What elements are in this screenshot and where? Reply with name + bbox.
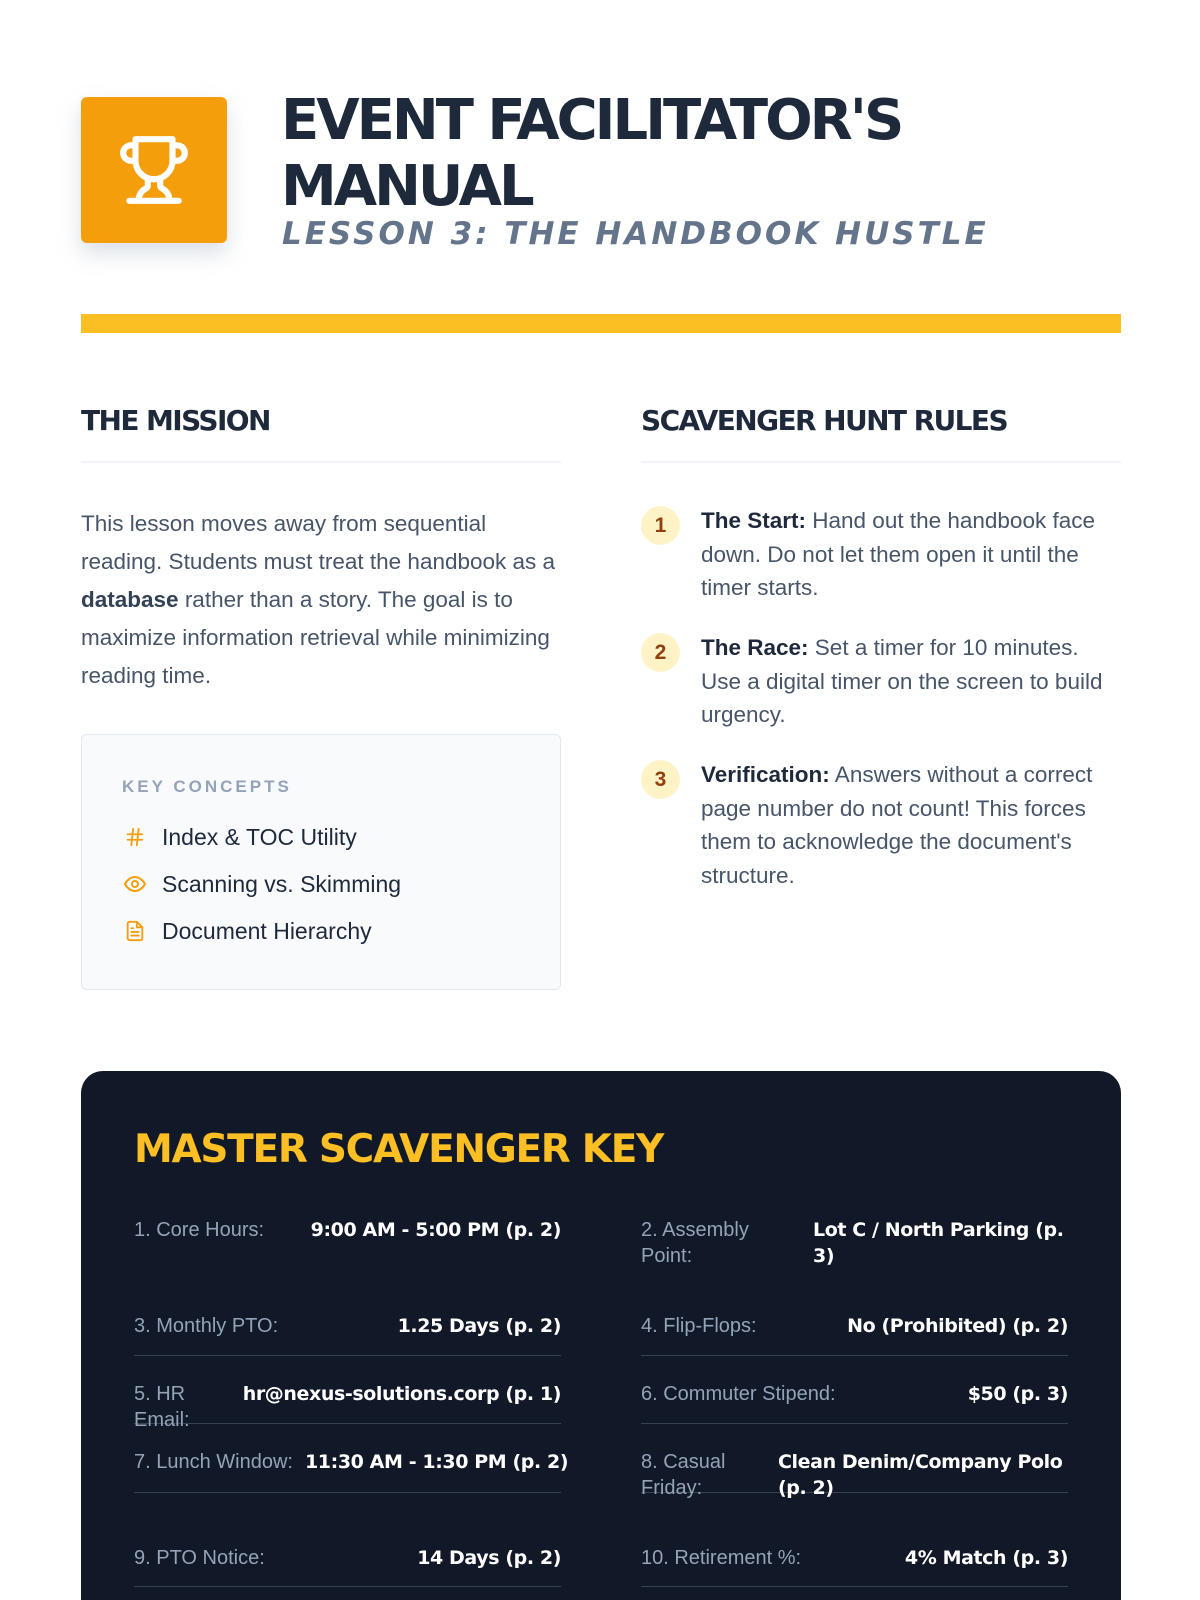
rule-text [701, 758, 1121, 892]
key-question: 8. Casual Friday: [641, 1451, 726, 1499]
rule-title: Verification: [701, 762, 830, 787]
document-icon [122, 918, 148, 944]
concept-label: Index & TOC Utility [162, 823, 357, 850]
rule-title: The Race: [701, 635, 809, 660]
key-question: 6. Commuter Stipend: [641, 1383, 836, 1405]
rule-number-badge: 2 [641, 633, 680, 672]
key-answer: 4% Match (p. 3) [904, 1547, 1068, 1569]
key-answer: hr@nexus-solutions.corp (p. 1) [242, 1383, 561, 1405]
key-question: 9. PTO Notice: [134, 1547, 265, 1569]
concept-item [122, 820, 357, 854]
mission-text-bold: database [81, 587, 179, 612]
rule-number-badge: 3 [641, 760, 680, 799]
key-concepts-label: KEY CONCEPTS [122, 777, 292, 796]
key-question: 1. Core Hours: [134, 1219, 265, 1241]
key-question: 7. Lunch Window: [134, 1451, 293, 1473]
key-answer: Clean Denim/Company Polo (p. 2) [778, 1451, 1063, 1499]
master-key-title: MASTER SCAVENGER KEY [134, 1127, 664, 1172]
concept-label: Document Hierarchy [162, 917, 372, 944]
trophy-icon [117, 132, 191, 208]
master-key-card [81, 1071, 1121, 1600]
rule-description: Hand out the handbook face down. Do not let them open it until the timer starts. [701, 508, 1095, 600]
page-subtitle: LESSON 3: THE HANDBOOK HUSTLE [282, 216, 989, 252]
mission-text-after: rather than a story. The goal is to maximize information retrieval while minimizing reading time. [81, 587, 550, 688]
key-concepts-card [81, 734, 561, 990]
concept-label: Scanning vs. Skimming [162, 870, 402, 897]
key-answer: 14 Days (p. 2) [417, 1547, 561, 1569]
key-answer: 9:00 AM - 5:00 PM (p. 2) [310, 1219, 561, 1241]
concept-item [122, 867, 401, 901]
page-header [81, 88, 1121, 258]
rule-text [701, 504, 1121, 605]
concept-item [122, 914, 372, 948]
key-answer: No (Prohibited) (p. 2) [847, 1315, 1068, 1337]
eye-icon [122, 871, 148, 897]
key-answer: 1.25 Days (p. 2) [397, 1315, 561, 1337]
mission-paragraph [81, 505, 561, 695]
page-title: EVENT FACILITATOR'S MANUAL [281, 88, 902, 219]
key-row [641, 1545, 1068, 1600]
rule-description: Answers without a correct page number do not count! This forces them to acknowledge the document's structure. [701, 762, 1093, 888]
mission-heading: THE MISSION [81, 404, 270, 437]
rule-title: The Start: [701, 508, 807, 533]
rule-description: Set a timer for 10 minutes. Use a digital timer on the screen to build urgency. [701, 635, 1103, 727]
key-answer: Lot C / North Parking (p. 3) [813, 1219, 1064, 1267]
key-question: 5. HR Email: [134, 1383, 190, 1431]
mission-heading-rule [81, 461, 561, 463]
rules-heading-rule [641, 461, 1121, 463]
rules-heading: SCAVENGER HUNT RULES [641, 404, 1008, 437]
hash-icon [122, 824, 148, 850]
rule-text [701, 631, 1121, 732]
accent-divider [81, 314, 1121, 333]
key-answer: $50 (p. 3) [967, 1383, 1068, 1405]
key-answer: 11:30 AM - 1:30 PM (p. 2) [304, 1451, 569, 1473]
key-question: 10. Retirement %: [641, 1547, 802, 1569]
mission-text-before: This lesson moves away from sequential reading. Students must treat the handbook as a [81, 511, 556, 574]
key-question: 2. Assembly Point: [641, 1219, 749, 1267]
key-question: 4. Flip-Flops: [641, 1315, 757, 1337]
trophy-logo [81, 97, 227, 243]
key-question: 3. Monthly PTO: [134, 1315, 279, 1337]
rule-number-badge: 1 [641, 506, 680, 545]
key-row [134, 1545, 561, 1600]
